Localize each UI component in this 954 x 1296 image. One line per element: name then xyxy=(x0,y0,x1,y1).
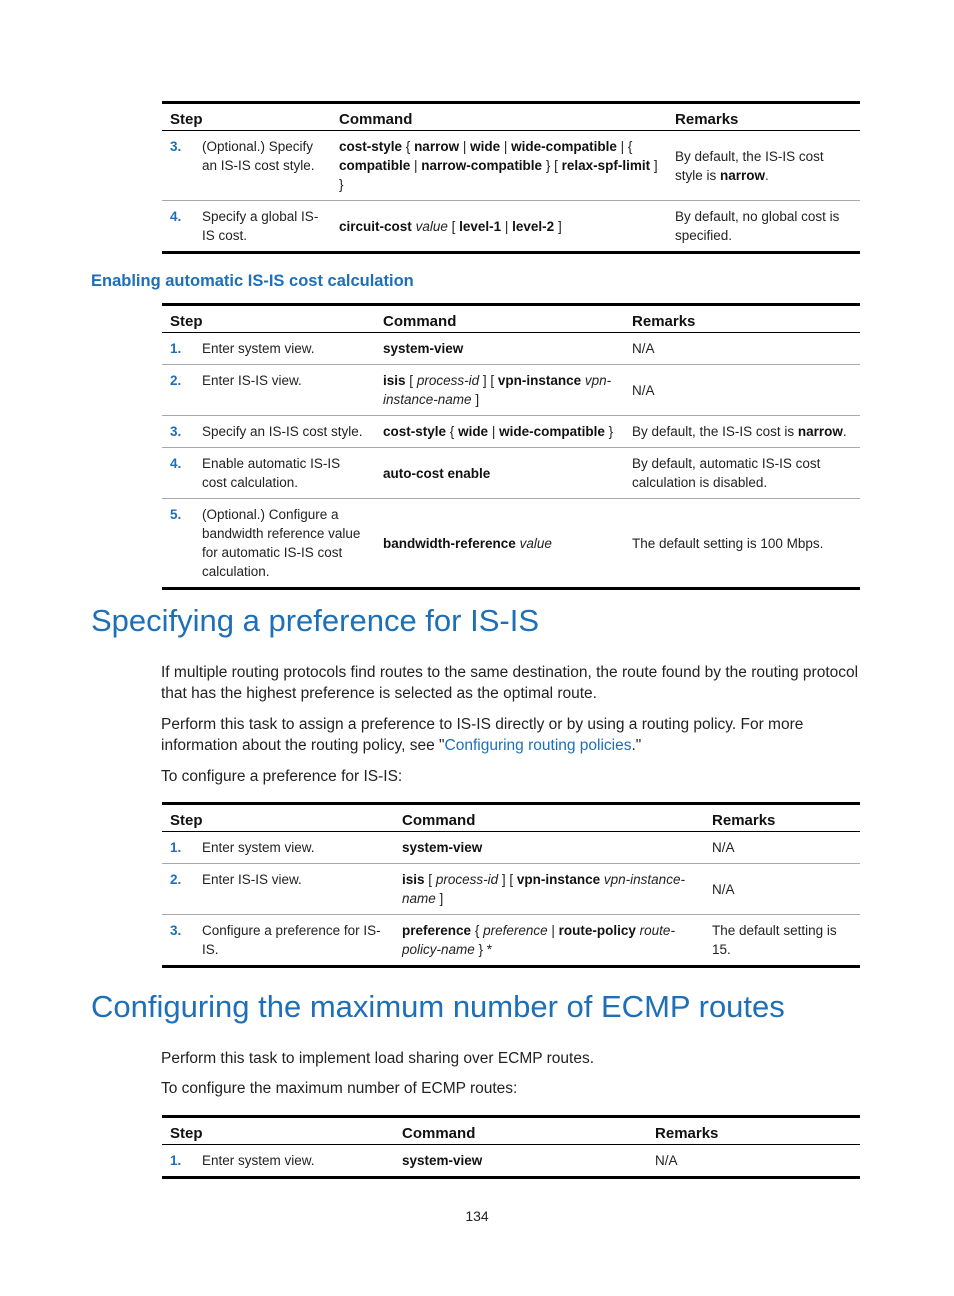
preference-table xyxy=(162,802,860,968)
step-description: (Optional.) Configure a bandwidth reference value for automatic IS-IS cost calculation. xyxy=(194,499,375,589)
command-cell: system-view xyxy=(375,333,624,365)
command-cell: isis [ process-id ] [ vpn-instance vpn-instance-name ] xyxy=(394,864,704,915)
header-remarks: Remarks xyxy=(712,812,776,829)
table-row xyxy=(162,201,860,253)
paragraph xyxy=(161,714,866,756)
table-row xyxy=(162,416,860,448)
remarks-cell: By default, no global cost is specified. xyxy=(667,201,860,253)
header-remarks: Remarks xyxy=(632,313,696,330)
step-number: 1. xyxy=(162,333,194,365)
table-row xyxy=(162,915,860,967)
remarks-cell: By default, the IS-IS cost style is narrow. xyxy=(667,131,860,201)
table-row xyxy=(162,499,860,589)
step-number: 2. xyxy=(162,864,194,915)
command-cell: preference { preference | route-policy route-policy-name } * xyxy=(394,915,704,967)
paragraph: If multiple routing protocols find routes to the same destination, the route found by the routing protocol that has the highest preference is selected as the optimal route. xyxy=(161,664,859,702)
remarks-cell: By default, the IS-IS cost is narrow. xyxy=(624,416,860,448)
table-row xyxy=(162,832,860,864)
remarks-cell: N/A xyxy=(704,864,860,915)
header-command: Command xyxy=(402,812,476,829)
remarks-cell: The default setting is 15. xyxy=(704,915,860,967)
section-title-preference: Specifying a preference for IS-IS xyxy=(91,603,540,638)
section-heading-auto-cost: Enabling automatic IS-IS cost calculation xyxy=(91,272,414,290)
paragraph: To configure the maximum number of ECMP routes: xyxy=(161,1080,518,1097)
header-step: Step xyxy=(170,111,203,128)
command-cell: circuit-cost value [ level-1 | level-2 ] xyxy=(331,201,667,253)
step-number: 3. xyxy=(162,416,194,448)
command-cell: system-view xyxy=(394,1145,647,1178)
step-number: 1. xyxy=(162,1145,194,1178)
step-number: 3. xyxy=(162,131,194,201)
header-command: Command xyxy=(383,313,457,330)
step-description: Enter IS-IS view. xyxy=(194,864,394,915)
step-number: 5. xyxy=(162,499,194,589)
header-remarks: Remarks xyxy=(655,1125,719,1142)
step-number: 3. xyxy=(162,915,194,967)
table-header-row xyxy=(162,103,860,131)
step-number: 2. xyxy=(162,365,194,416)
command-cell: cost-style { wide | wide-compatible } xyxy=(375,416,624,448)
paragraph-text: Perform this task to assign a preference to IS-IS directly or by using a routing policy. For more information about the routing policy, see " xyxy=(161,716,804,754)
step-number: 1. xyxy=(162,832,194,864)
remarks-cell: N/A xyxy=(624,333,860,365)
command-cell: cost-style { narrow | wide | wide-compatible | { compatible | narrow-compatible } [ relax-spf-limit ] } xyxy=(331,131,667,201)
step-description: Enter system view. xyxy=(194,1145,394,1178)
header-command: Command xyxy=(339,111,413,128)
remarks-cell: The default setting is 100 Mbps. xyxy=(624,499,860,589)
ecmp-table xyxy=(162,1115,860,1179)
step-number: 4. xyxy=(162,448,194,499)
step-number: 4. xyxy=(162,201,194,253)
command-cell: system-view xyxy=(394,832,704,864)
step-description: Enter IS-IS view. xyxy=(194,365,375,416)
remarks-cell: N/A xyxy=(704,832,860,864)
table-row xyxy=(162,333,860,365)
step-description: (Optional.) Specify an IS-IS cost style. xyxy=(194,131,331,201)
table-header-row xyxy=(162,305,860,333)
table-header-row xyxy=(162,1117,860,1145)
header-command: Command xyxy=(402,1125,476,1142)
header-remarks: Remarks xyxy=(675,111,739,128)
step-description: Specify an IS-IS cost style. xyxy=(194,416,375,448)
command-cell: isis [ process-id ] [ vpn-instance vpn-instance-name ] xyxy=(375,365,624,416)
paragraph-text: ." xyxy=(631,737,642,754)
step-description: Enable automatic IS-IS cost calculation. xyxy=(194,448,375,499)
table-row xyxy=(162,864,860,915)
header-step: Step xyxy=(170,1125,203,1142)
step-description: Enter system view. xyxy=(194,333,375,365)
table-row xyxy=(162,131,860,201)
step-description: Configure a preference for IS-IS. xyxy=(194,915,394,967)
header-step: Step xyxy=(170,313,203,330)
paragraph: To configure a preference for IS-IS: xyxy=(161,768,403,785)
command-cell: bandwidth-reference value xyxy=(375,499,624,589)
auto-cost-table xyxy=(162,303,860,590)
header-step: Step xyxy=(170,812,203,829)
remarks-cell: N/A xyxy=(647,1145,860,1178)
section-title-ecmp: Configuring the maximum number of ECMP routes xyxy=(91,989,785,1024)
routing-policies-link[interactable]: Configuring routing policies xyxy=(444,737,632,754)
remarks-cell: By default, automatic IS-IS cost calculation is disabled. xyxy=(624,448,860,499)
table-header-row xyxy=(162,804,860,832)
table-row xyxy=(162,448,860,499)
paragraph: Perform this task to implement load sharing over ECMP routes. xyxy=(161,1050,595,1067)
command-cell: auto-cost enable xyxy=(375,448,624,499)
table-row xyxy=(162,1145,860,1178)
table-row xyxy=(162,365,860,416)
page-number: 134 xyxy=(465,1208,489,1224)
cost-style-table xyxy=(162,101,860,254)
remarks-cell: N/A xyxy=(624,365,860,416)
step-description: Specify a global IS-IS cost. xyxy=(194,201,331,253)
step-description: Enter system view. xyxy=(194,832,394,864)
